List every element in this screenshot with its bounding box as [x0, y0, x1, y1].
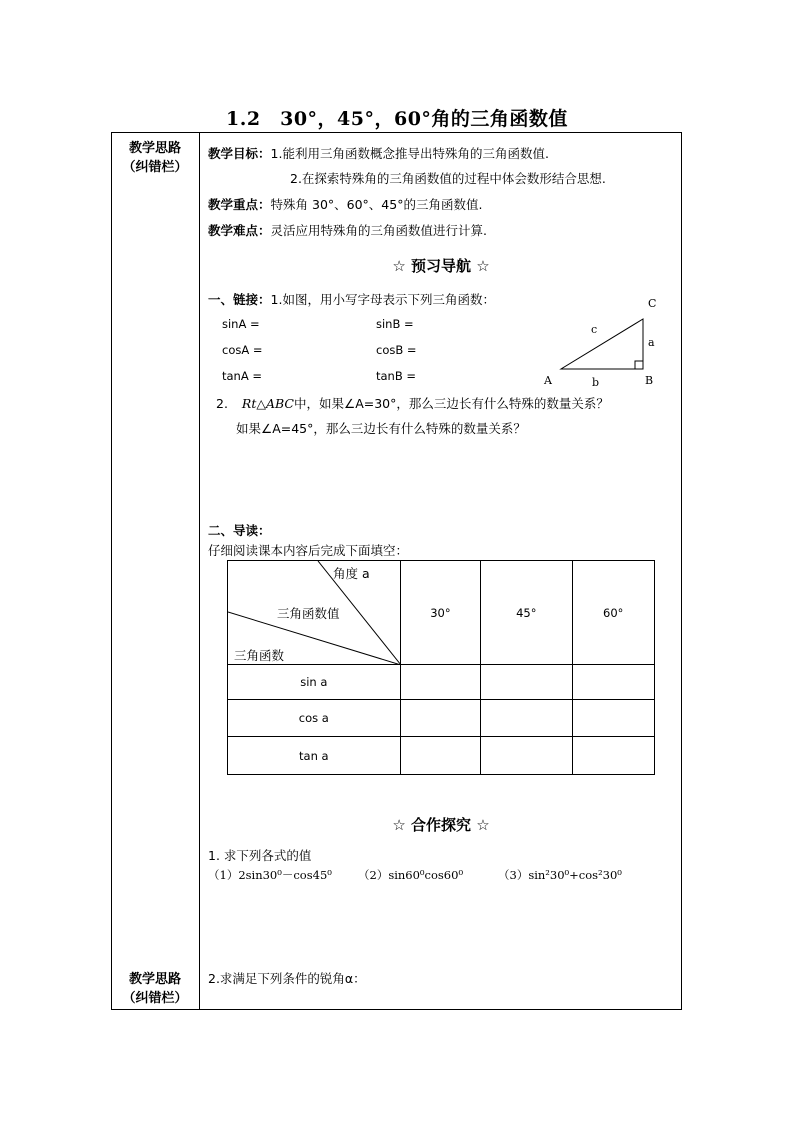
sidebar-line1: 教学思路	[128, 141, 181, 156]
link-label: 一、链接：	[208, 292, 271, 307]
header-angle-label: 角度 a	[333, 566, 370, 581]
vertex-A: A	[544, 374, 552, 387]
difficulty-row	[208, 221, 487, 239]
guide-instruction: 仔细阅读课本内容后完成下面填空：	[208, 543, 409, 558]
table-cell	[481, 737, 572, 775]
sidebar-line2: （纠错栏）	[122, 160, 188, 175]
cosA-blank: cosA =	[222, 343, 263, 357]
objective-row	[208, 144, 549, 162]
sidebar-line2-bottom: （纠错栏）	[122, 991, 188, 1006]
question-2-line2: 如果∠A=45°，那么三边长有什么特殊的数量关系？	[236, 421, 526, 436]
table-row	[228, 700, 655, 737]
key-row	[208, 195, 482, 213]
table-cell	[400, 665, 480, 700]
row-label-sin: sin a	[228, 665, 401, 700]
tanB-blank: tanB =	[376, 369, 417, 383]
table-row	[228, 737, 655, 775]
explore-item-2: （2）sin60⁰cos60⁰	[358, 868, 464, 882]
side-c: c	[591, 323, 598, 336]
objective-2: 2.在探索特殊角的三角函数值的过程中体会数形结合思想.	[290, 171, 606, 186]
question-2	[216, 394, 609, 412]
row-label-cos: cos a	[228, 700, 401, 737]
key-text: 特殊角 30°、60°、45°的三角函数值.	[270, 197, 483, 212]
right-angle-mark	[635, 361, 643, 369]
table-cell	[572, 700, 655, 737]
table-cell	[572, 737, 655, 775]
header-value-label: 三角函数值	[277, 606, 340, 621]
side-b: b	[592, 376, 600, 389]
explore-heading: ☆ 合作探究 ☆	[392, 816, 490, 834]
table-cell	[572, 665, 655, 700]
question-2-number: 2.	[216, 396, 228, 411]
table-cell	[400, 737, 480, 775]
link-row	[208, 290, 495, 308]
sinB-blank: sinB =	[376, 317, 414, 331]
sidebar-line1-bottom: 教学思路	[128, 972, 181, 987]
side-a: a	[648, 336, 655, 349]
key-label: 教学重点：	[208, 197, 271, 212]
table-cell	[400, 700, 480, 737]
header-func-label: 三角函数	[234, 648, 285, 663]
vertex-B: B	[645, 374, 654, 387]
cosB-blank: cosB =	[376, 343, 417, 357]
header-angle-30: 30°	[400, 561, 480, 665]
link-question-1: 1.如图，用小写字母表示下列三角函数：	[270, 292, 495, 307]
difficulty-label: 教学难点：	[208, 223, 271, 238]
sidebar-label-bottom	[111, 970, 199, 1008]
table-cell	[481, 700, 572, 737]
vertex-C: C	[648, 297, 657, 310]
difficulty-text: 灵活应用特殊角的三角函数值进行计算.	[270, 223, 487, 238]
objective-label: 教学目标：	[208, 146, 271, 161]
explore-question-2: 2.求满足下列条件的锐角α：	[208, 971, 366, 986]
sinA-blank: sinA =	[222, 317, 260, 331]
explore-question-1: 1. 求下列各式的值	[208, 848, 312, 863]
question-2-text: 中，如果∠A=30°，那么三边长有什么特殊的数量关系？	[293, 396, 609, 411]
sidebar-label-top	[111, 139, 199, 177]
header-angle-60: 60°	[572, 561, 655, 665]
preview-heading: ☆ 预习导航 ☆	[392, 257, 490, 275]
objective-1: 1.能利用三角函数概念推导出特殊角的三角函数值.	[270, 146, 549, 161]
table-row	[228, 665, 655, 700]
page-title: 1.2 30°，45°，60°角的三角函数值	[226, 108, 568, 130]
right-triangle-figure	[536, 292, 666, 392]
triangle-shape	[561, 319, 643, 369]
explore-item-3: （3）sin²30⁰+cos²30⁰	[498, 868, 622, 882]
header-angle-45: 45°	[481, 561, 572, 665]
guide-label: 二、导读：	[208, 523, 271, 538]
table-cell	[481, 665, 572, 700]
tanA-blank: tanA =	[222, 369, 263, 383]
question-2-triangle: Rt△ABC	[241, 396, 294, 411]
explore-item-1: （1）2sin30⁰－cos45⁰	[208, 868, 332, 882]
row-label-tan: tan a	[228, 737, 401, 775]
